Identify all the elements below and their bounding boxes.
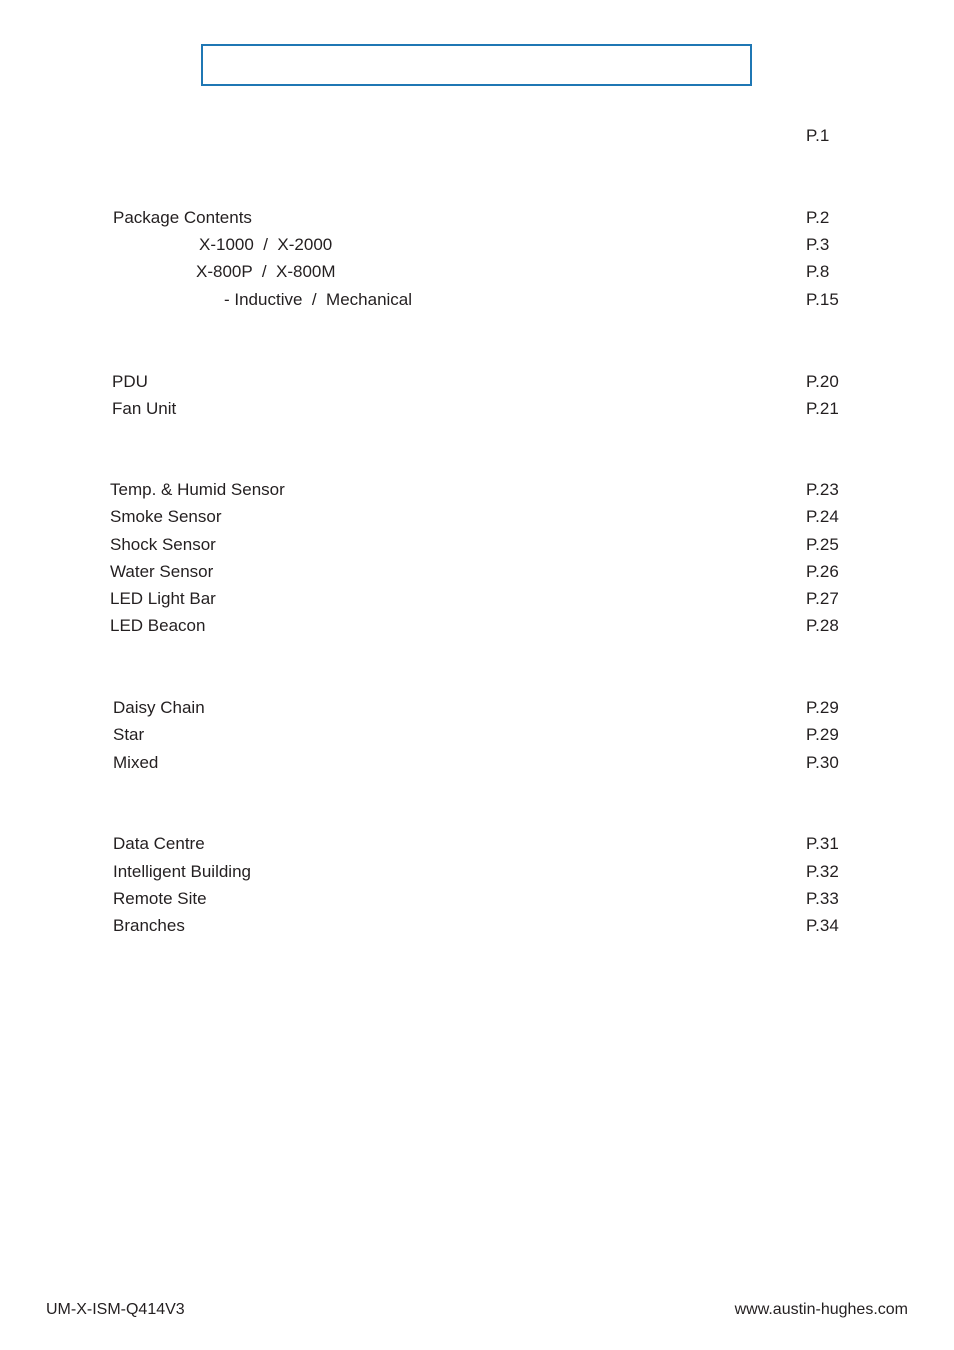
toc-page-number: P.21: [806, 399, 839, 418]
toc-row: [0, 724, 954, 746]
toc-page-number: P.8: [806, 262, 830, 281]
toc-row: [0, 479, 954, 501]
toc-row: [0, 861, 954, 883]
toc-page-number: P.27: [806, 589, 839, 608]
toc-label: Remote Site: [113, 889, 207, 908]
toc-label: - Inductive / Mechanical: [224, 290, 413, 309]
toc-page-number: P.26: [806, 562, 839, 581]
toc-row: [0, 833, 954, 855]
toc-label: Mixed: [113, 753, 159, 772]
toc-label: Water Sensor: [110, 562, 214, 581]
toc-page-number: P.33: [806, 889, 839, 908]
toc-label: Branches: [113, 916, 185, 935]
toc-label: Temp. & Humid Sensor: [110, 480, 285, 499]
toc-row: [0, 506, 954, 528]
toc-page-number: P.25: [806, 535, 839, 554]
toc-row: [0, 371, 954, 393]
toc-page-number: P.32: [806, 862, 839, 881]
toc-label: Package Contents: [113, 208, 252, 227]
toc-page-number: P.34: [806, 916, 839, 935]
toc-page-number: P.20: [806, 372, 839, 391]
toc-label: Intelligent Building: [113, 862, 251, 881]
toc-label: Star: [113, 725, 145, 744]
toc-row: [0, 888, 954, 910]
toc-row: [0, 398, 954, 420]
toc-page-number: P.1: [806, 126, 830, 145]
footer-website: www.austin-hughes.com: [734, 1301, 908, 1318]
toc-row: [0, 697, 954, 719]
toc-page-number: P.28: [806, 616, 839, 635]
toc-label: Shock Sensor: [110, 535, 216, 554]
toc-row: [0, 561, 954, 583]
toc-page-number: P.15: [806, 290, 839, 309]
footer-document-code: UM-X-ISM-Q414V3: [46, 1301, 185, 1318]
toc-page-number: P.31: [806, 834, 839, 853]
toc-label: Data Centre: [113, 834, 205, 853]
toc-label: Daisy Chain: [113, 698, 205, 717]
toc-page-number: P.23: [806, 480, 839, 499]
toc-row: [0, 915, 954, 937]
toc-label: LED Beacon: [110, 616, 206, 635]
toc-label: Smoke Sensor: [110, 507, 222, 526]
toc-page-number: P.30: [806, 753, 839, 772]
toc-row: [0, 261, 954, 283]
toc-label: Fan Unit: [112, 399, 177, 418]
toc-row: [0, 289, 954, 311]
toc-row: [0, 207, 954, 229]
toc-label: PDU: [112, 372, 148, 391]
toc-label: X-800P / X-800M: [196, 262, 336, 281]
toc-page-number: P.29: [806, 725, 839, 744]
toc-label: X-1000 / X-2000: [199, 235, 333, 254]
toc-page-number: P.3: [806, 235, 830, 254]
toc-page-number: P.2: [806, 208, 830, 227]
toc-label: LED Light Bar: [110, 589, 216, 608]
title-box: [201, 44, 752, 86]
toc-page-number: P.29: [806, 698, 839, 717]
toc-page-number: P.24: [806, 507, 839, 526]
toc-row: [0, 752, 954, 774]
toc-row: [0, 234, 954, 256]
toc-row: [0, 534, 954, 556]
toc-row: [0, 615, 954, 637]
toc-row: [0, 588, 954, 610]
toc-row: [0, 125, 954, 147]
